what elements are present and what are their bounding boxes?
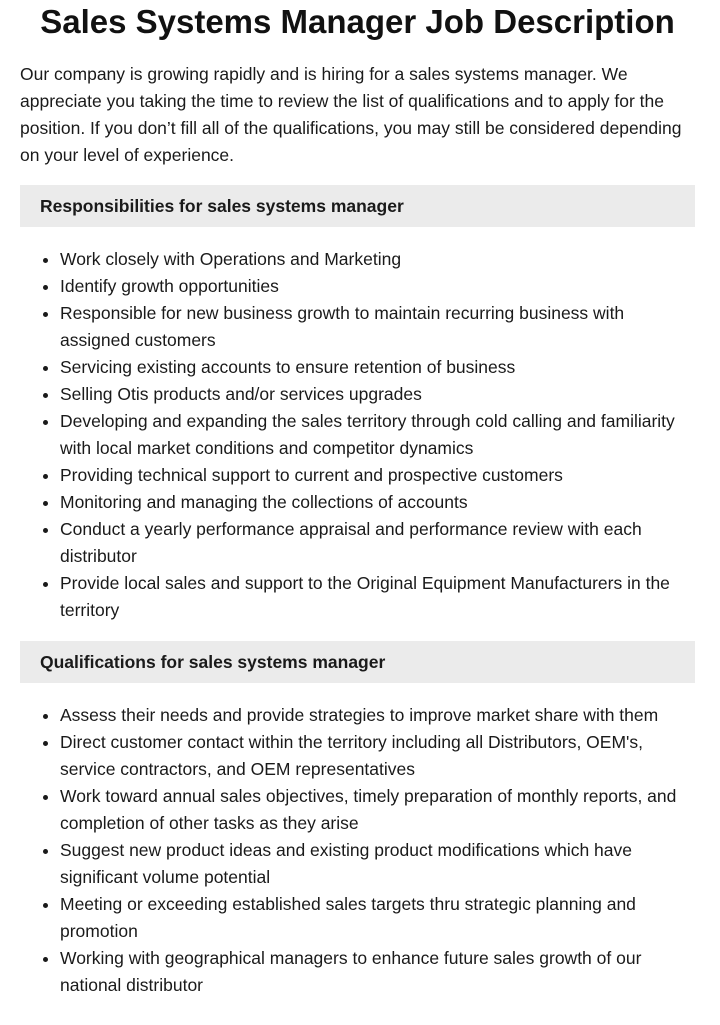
list-item: • Servicing existing accounts to ensure retention of business xyxy=(60,354,695,381)
list-item: • Work closely with Operations and Marketing xyxy=(60,246,695,273)
list-item: • Conduct a yearly performance appraisal and performance review with each distributor xyxy=(60,516,695,570)
page-title: Sales Systems Manager Job Description xyxy=(40,3,675,40)
list-item: • Provide local sales and support to the Original Equipment Manufacturers in the territory xyxy=(60,570,695,624)
intro-paragraph: Our company is growing rapidly and is hiring for a sales systems manager. We appreciate you taking the time to review the list of qualifications and to apply for the position. If you don’t fill all of the qualifications, you may still be considered depending on your level of experience. xyxy=(20,64,682,165)
list-item: • Suggest new product ideas and existing product modifications which have significant volume potential xyxy=(60,837,695,891)
qualifications-list xyxy=(20,702,695,999)
qualifications-heading: Qualifications for sales systems manager xyxy=(20,641,695,683)
list-item: • Providing technical support to current and prospective customers xyxy=(60,462,695,489)
list-item: • Selling Otis products and/or services upgrades xyxy=(60,381,695,408)
list-item: • Working with geographical managers to enhance future sales growth of our national distributor xyxy=(60,945,695,999)
list-item: • Work toward annual sales objectives, timely preparation of monthly reports, and completion of other tasks as they arise xyxy=(60,783,695,837)
list-item: • Responsible for new business growth to maintain recurring business with assigned customers xyxy=(60,300,695,354)
responsibilities-heading: Responsibilities for sales systems manager xyxy=(20,185,695,227)
list-item: • Monitoring and managing the collections of accounts xyxy=(60,489,695,516)
responsibilities-list xyxy=(20,246,695,624)
list-item: • Meeting or exceeding established sales targets thru strategic planning and promotion xyxy=(60,891,695,945)
list-item: • Assess their needs and provide strategies to improve market share with them xyxy=(60,702,695,729)
list-item: • Identify growth opportunities xyxy=(60,273,695,300)
list-item: • Developing and expanding the sales territory through cold calling and familiarity with local market conditions and competitor dynamics xyxy=(60,408,695,462)
list-item: • Direct customer contact within the territory including all Distributors, OEM's, service contractors, and OEM representatives xyxy=(60,729,695,783)
